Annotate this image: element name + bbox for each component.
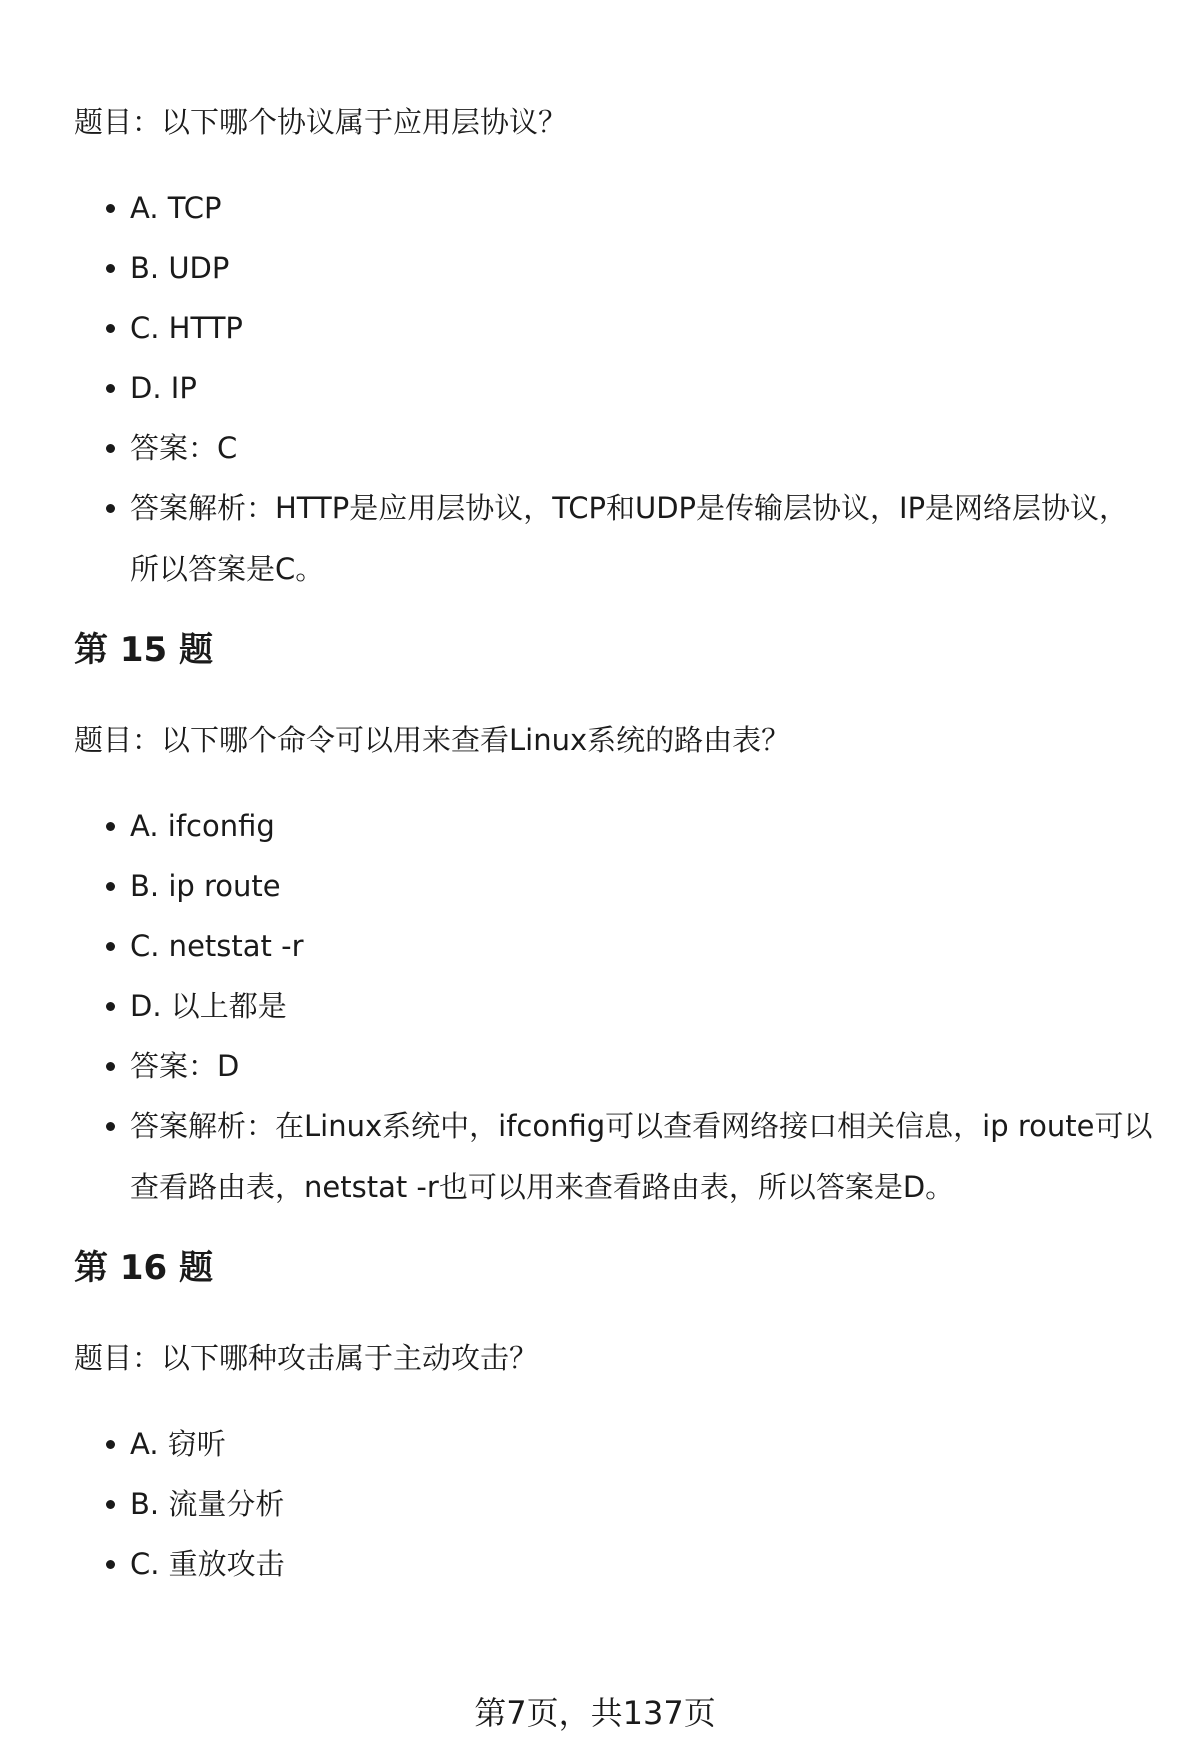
- page-content: [74, 92, 1154, 1614]
- option-b: B. 流量分析: [74, 1474, 1154, 1534]
- option-b: B. UDP: [74, 238, 1154, 298]
- question-16-heading: 第 16 题: [74, 1248, 213, 1288]
- option-a: A. 窃听: [74, 1414, 1154, 1474]
- option-d: D. IP: [74, 358, 1154, 418]
- option-b: B. ip route: [74, 856, 1154, 916]
- question-16-options: [74, 1414, 1154, 1594]
- option-c: C. netstat -r: [74, 916, 1154, 976]
- question-14-options: [74, 178, 1154, 600]
- question-15-options: [74, 796, 1154, 1218]
- answer: 答案：C: [74, 418, 1154, 478]
- question-15-heading: 第 15 题: [74, 630, 213, 670]
- option-d: D. 以上都是: [74, 976, 1154, 1036]
- question-15-text: 题目：以下哪个命令可以用来查看Linux系统的路由表？: [74, 723, 791, 757]
- question-14-text: 题目：以下哪个协议属于应用层协议？: [74, 105, 568, 139]
- answer: 答案：D: [74, 1036, 1154, 1096]
- answer-explanation: 答案解析：HTTP是应用层协议，TCP和UDP是传输层协议，IP是网络层协议，所以答案是C。: [74, 478, 1154, 600]
- option-c: C. 重放攻击: [74, 1534, 1154, 1594]
- answer-explanation: 答案解析：在Linux系统中，ifconfig可以查看网络接口相关信息，ip route可以查看路由表，netstat -r也可以用来查看路由表，所以答案是D。: [74, 1096, 1154, 1218]
- page-number-footer: 第7页，共137页: [474, 1694, 716, 1732]
- option-c: C. HTTP: [74, 298, 1154, 358]
- option-a: A. TCP: [74, 178, 1154, 238]
- question-16-text: 题目：以下哪种攻击属于主动攻击？: [74, 1341, 539, 1375]
- option-a: A. ifconfig: [74, 796, 1154, 856]
